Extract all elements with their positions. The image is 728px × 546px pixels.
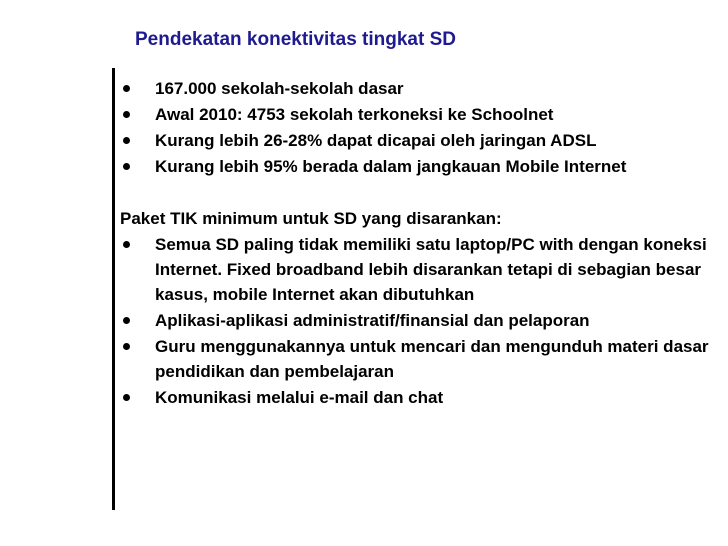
list-item — [120, 385, 710, 410]
bullet-icon — [123, 317, 130, 324]
bullet-icon — [123, 163, 130, 170]
bullet-list-bottom — [120, 232, 710, 410]
slide-content — [120, 76, 710, 411]
bullet-icon — [123, 394, 130, 401]
bullet-icon — [123, 137, 130, 144]
bullet-text: Guru menggunakannya untuk mencari dan mengunduh materi dasar pendidikan dan pembelajaran — [155, 337, 709, 381]
bullet-text: Semua SD paling tidak memiliki satu laptop/PC with dengan koneksi Internet. Fixed broadband lebih disarankan tetapi di sebagian besar kasus, mobile Internet akan dibutuhkan — [155, 235, 707, 304]
bullet-text: Aplikasi-aplikasi administratif/finansial dan pelaporan — [155, 311, 590, 330]
list-item — [120, 334, 710, 384]
bullet-icon — [123, 343, 130, 350]
list-item — [120, 232, 710, 307]
bullet-text: Awal 2010: 4753 sekolah terkoneksi ke Schoolnet — [155, 105, 554, 124]
bullet-icon — [123, 241, 130, 248]
list-item — [120, 76, 710, 101]
bullet-icon — [123, 85, 130, 92]
vertical-rule — [112, 68, 115, 510]
bullet-text: 167.000 sekolah-sekolah dasar — [155, 79, 404, 98]
list-item — [120, 154, 710, 179]
list-item — [120, 128, 710, 153]
list-item — [120, 308, 710, 333]
bullet-text: Kurang lebih 95% berada dalam jangkauan Mobile Internet — [155, 157, 627, 176]
bullet-list-top — [120, 76, 710, 179]
section-heading: Paket TIK minimum untuk SD yang disarankan: — [120, 209, 502, 228]
list-item — [120, 102, 710, 127]
bullet-text: Kurang lebih 26-28% dapat dicapai oleh jaringan ADSL — [155, 131, 597, 150]
bullet-icon — [123, 111, 130, 118]
bullet-text: Komunikasi melalui e-mail dan chat — [155, 388, 444, 407]
slide-title: Pendekatan konektivitas tingkat SD — [135, 29, 456, 50]
